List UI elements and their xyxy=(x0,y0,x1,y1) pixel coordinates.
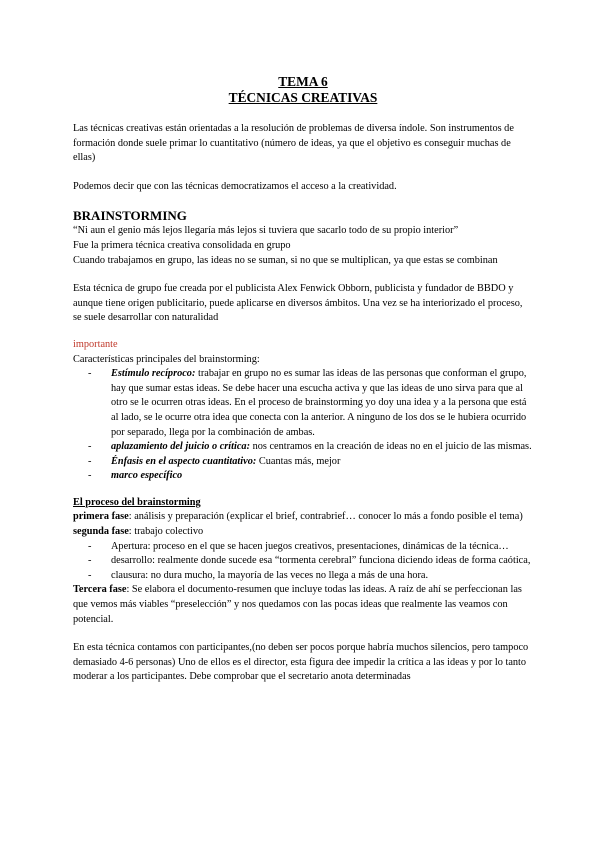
brainstorming-line-1: Fue la primera técnica creativa consolidada en grupo xyxy=(73,239,291,251)
characteristic-label: Énfasis en el aspecto cuantitativo: xyxy=(111,455,257,467)
participants-paragraph: En esta técnica contamos con participantes,(no deben ser pocos porque habría muchos silencios, pero tampoco demasiado 4-6 personas) Uno de ellos es el director, esta figura dee impedir la crítica a las ideas y por lo tanto moderar a los participantes. Debe comprobar que el secretario anota determinadas xyxy=(73,642,529,683)
important-note: importante xyxy=(73,338,118,350)
characteristics-intro: Características principales del brainstorming: xyxy=(73,353,260,365)
characteristic-text: trabajar en grupo no es sumar las ideas de las personas que conforman el grupo, hay que sumar estas ideas. Se debe hacer una escucha activa y que las ideas de uno sirva para que al otro se le ocurren otras ideas. En el proceso de brainstorming yo doy una idea y a la persona que está al lado, se le ocurre otra idea que conecta con la anterior. A ninguno de los dos se le hubiera ocurrido por separado, llega por la combinación de ambas. xyxy=(111,368,527,438)
brainstorming-origin-paragraph: Esta técnica de grupo fue creada por el publicista Alex Fenwick Obborn, publicista y fundador de BBDO y aunque tiene origen publicitario, puede aplicarse en diversos ámbitos. Una vez se ha interiorizado el proceso, se suele desarrollar con naturalidad xyxy=(73,283,523,324)
spacer xyxy=(73,194,533,208)
characteristics-list xyxy=(73,367,533,484)
intro-paragraph-1: Las técnicas creativas están orientadas a la resolución de problemas de diversa índole. Son instrumentos de formación donde suele primar lo cuantitativo (número de ideas, ya que el objetivo es conseguir muchas de ellas) xyxy=(73,123,514,164)
characteristic-text: nos centramos en la creación de ideas no en el juicio de las mismas. xyxy=(250,441,532,453)
phase-1-label: primera fase xyxy=(73,511,129,523)
phase-3 xyxy=(73,583,533,627)
characteristic-text: Cuantas más, mejor xyxy=(256,455,341,467)
phase-1-text: : análisis y preparación (explicar el brief, contrabrief… conocer lo más a fondo posible el tema) xyxy=(128,511,523,523)
phase-2-list xyxy=(73,540,533,584)
characteristic-item xyxy=(107,469,533,484)
characteristic-label: marco específico xyxy=(111,470,183,482)
spacer xyxy=(73,166,533,180)
doc-title-line1: TEMA 6 xyxy=(278,74,328,89)
spacer xyxy=(73,268,533,282)
characteristic-item xyxy=(107,440,533,455)
phase-2-item: - Apertura: proceso en el que se hacen juegos creativos, presentaciones, dinámicas de la técnica… xyxy=(107,540,533,555)
doc-title-line2: TÉCNICAS CREATIVAS xyxy=(228,90,378,105)
phase-2-item: - clausura: no dura mucho, la mayoría de las veces no llega a más de una hora. xyxy=(107,569,533,584)
phase-2-text: : trabajo colectivo xyxy=(128,526,204,538)
spacer xyxy=(73,326,533,338)
characteristic-label: Estímulo recíproco: xyxy=(111,368,196,380)
characteristic-item xyxy=(107,367,533,440)
brainstorming-heading: BRAINSTORMING xyxy=(73,208,187,224)
spacer xyxy=(73,484,533,496)
intro-paragraph-2: Podemos decir que con las técnicas democratizamos el acceso a la creatividad. xyxy=(73,180,397,192)
phase-2-item: - desarrollo: realmente donde sucede esa “tormenta cerebral” funciona diciendo ideas de forma caótica, xyxy=(107,554,533,569)
phase-3-text: : Se elabora el documento-resumen que incluye todas las ideas. A raíz de ahí se perfeccionan las que vemos más viables “preselección” y nos quedamos con las pocas ideas que realmente las veamos con potencial. xyxy=(73,584,522,625)
characteristic-label: aplazamiento del juicio o crítica: xyxy=(111,441,250,453)
phase-2-label: segunda fase xyxy=(73,526,129,538)
brainstorming-quote: “Ni aun el genio más lejos llegaría más lejos si tuviera que sacarlo todo de su propio interior” xyxy=(73,225,459,237)
brainstorming-line-2: Cuando trabajamos en grupo, las ideas no se suman, si no que se multiplican, ya que estas se combinan xyxy=(73,254,498,266)
phase-1 xyxy=(73,510,533,525)
characteristic-item xyxy=(107,455,533,470)
phase-2 xyxy=(73,525,533,540)
process-heading: El proceso del brainstorming xyxy=(73,496,201,508)
phase-3-label: Tercera fase xyxy=(73,584,127,596)
spacer xyxy=(73,627,533,641)
document-body xyxy=(73,74,533,685)
